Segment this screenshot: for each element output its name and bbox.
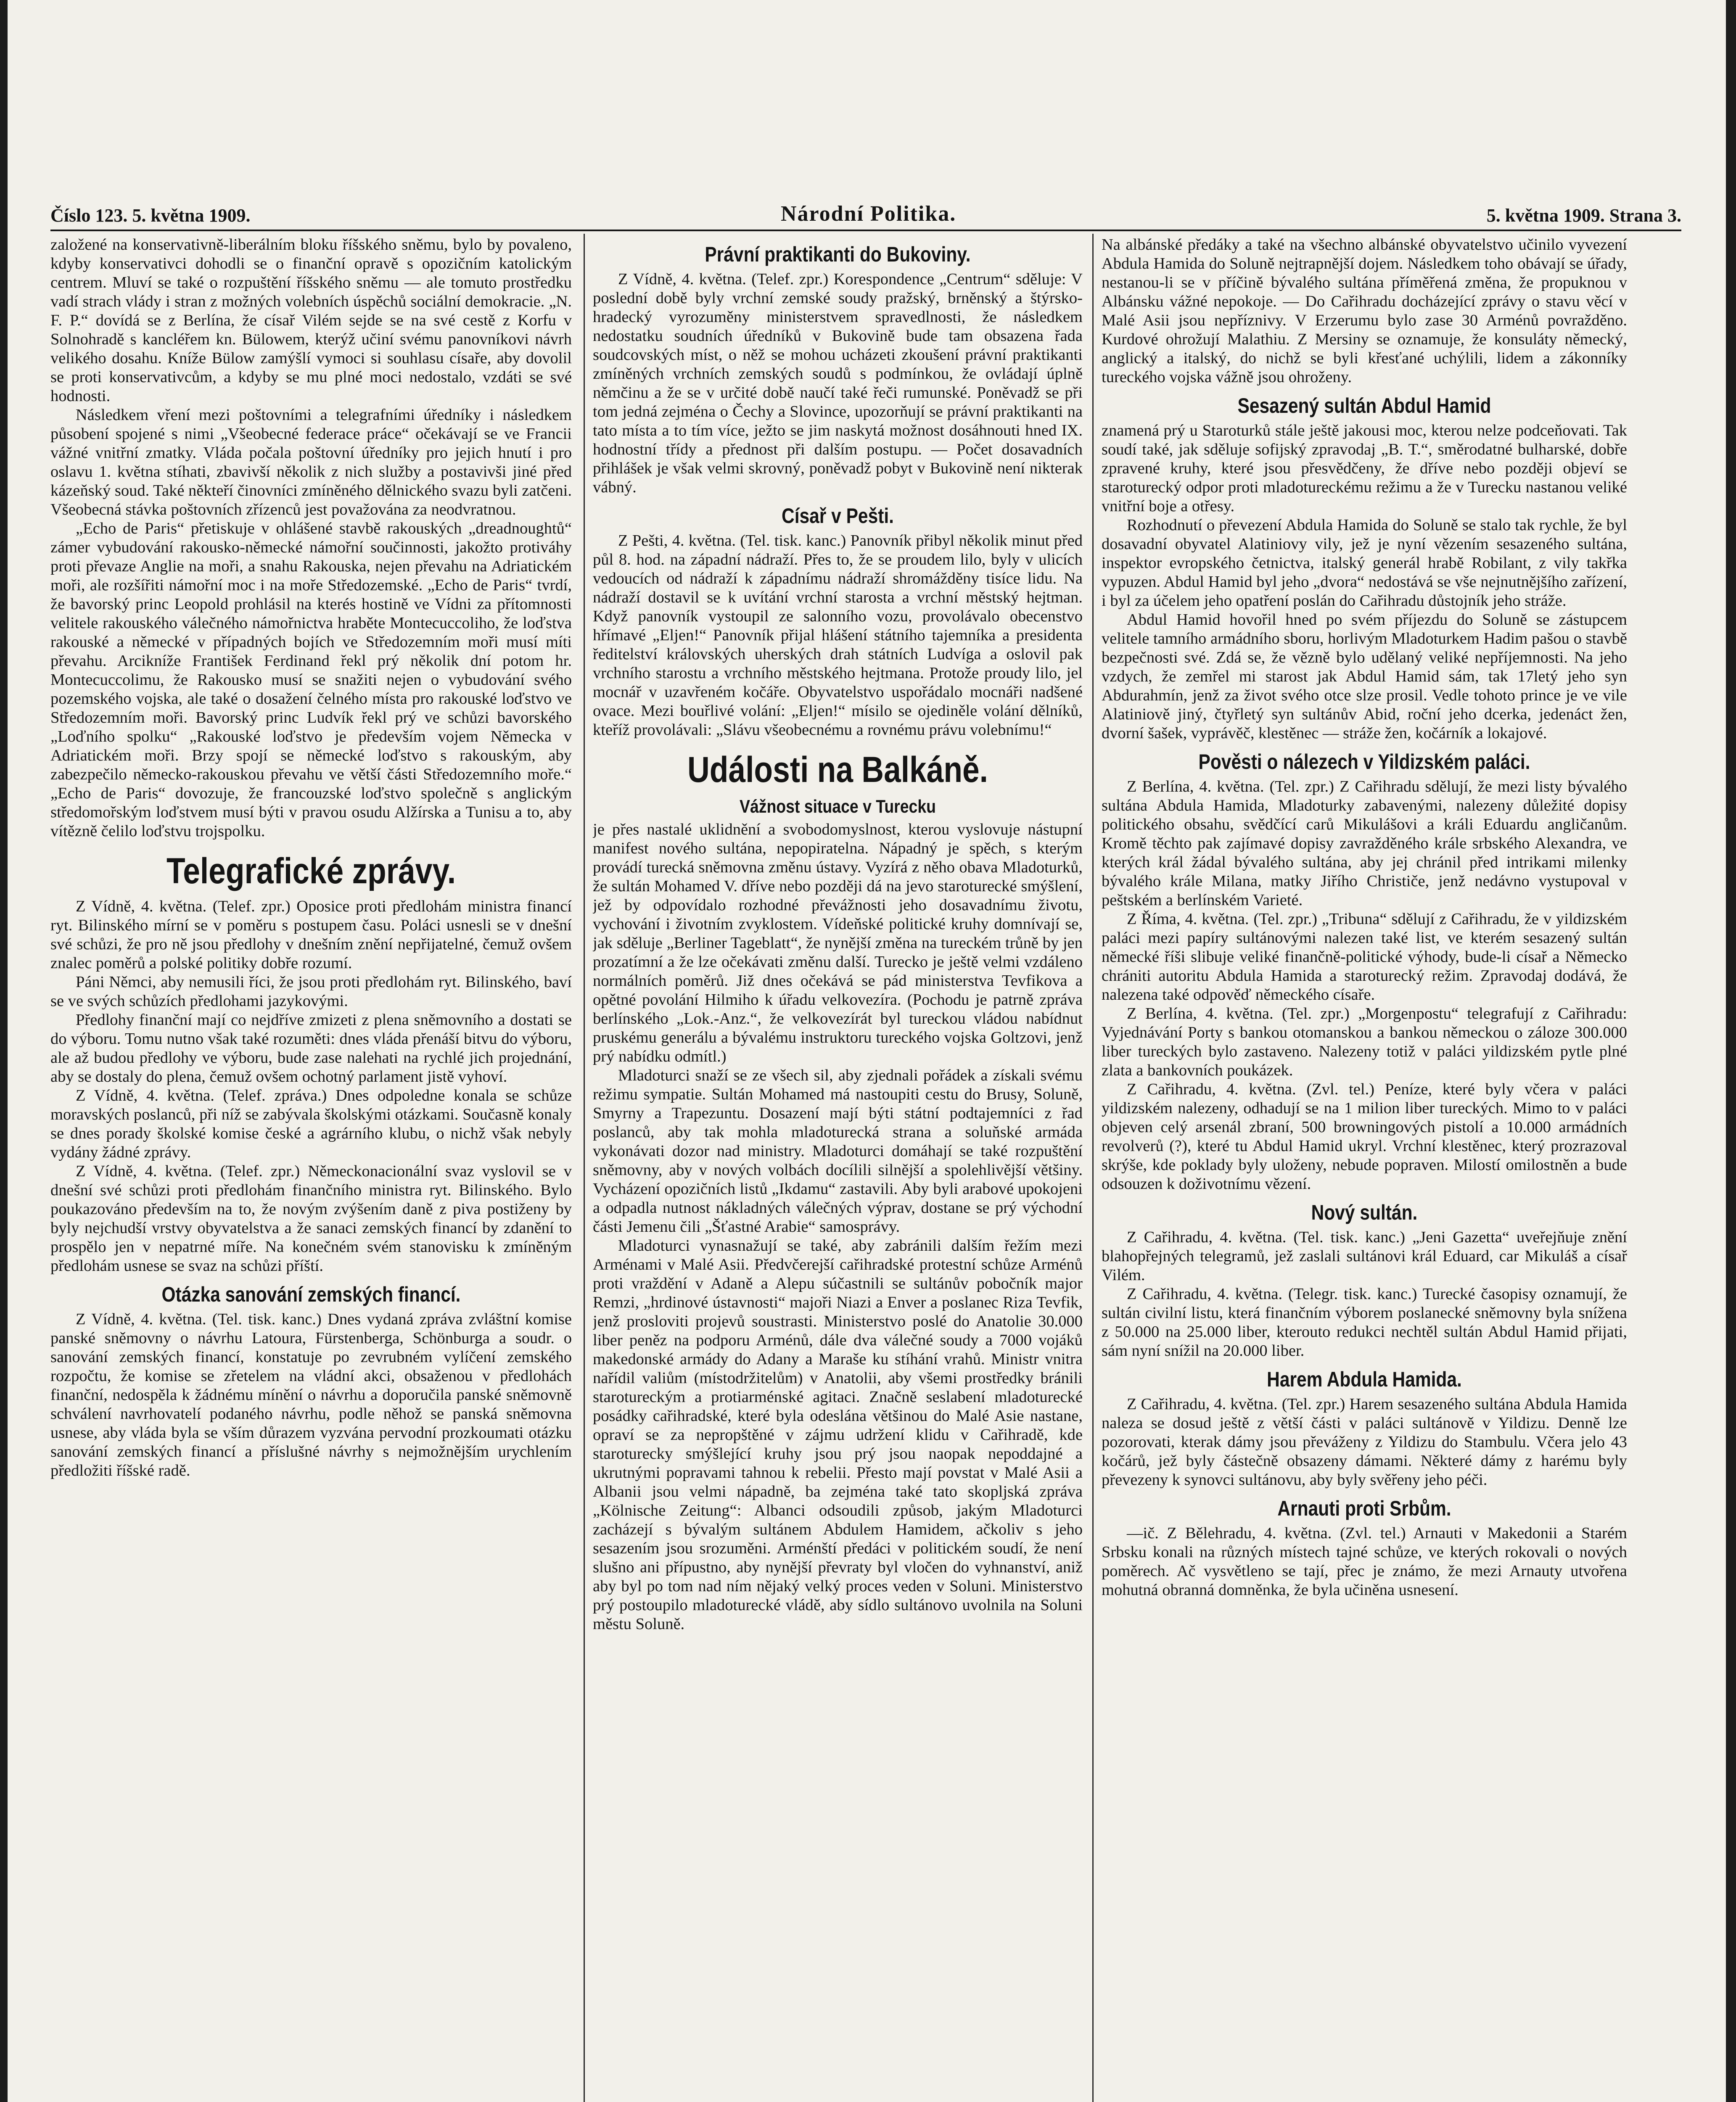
section-headline: Otázka sanování zemských financí.: [161, 1283, 461, 1306]
article-paragraph: Abdul Hamid hovořil hned po svém příjezdu do Soluně se zástupcem velitele tamního armádního sboru, horlivým Mladoturkem Hadim pašou o stavbě bezpečnosti své. Zdá se, že vězně bylo udělaný veliké nepříjemnosti. Na jeho vzdych, že zemřel mi starost jak Abdul Hamid sám, tak 17letý jeho syn Abdurahmín, jenž za život svého otce slze prosil. Vedle tohoto prince je ve vile Alatiniově jiný, čtyřletý syn sultánův Abid, roční jeho dcerka, jedenáct žen, dvorní šašek, vyprávěč, klestěnec — stráže žen, kočárník a lokajové.: [1102, 611, 1627, 742]
article-paragraph: Mladoturci snaží se ze všech sil, aby zjednali pořádek a získali svému režimu sympatie. Sultán Mohamed má nastoupiti cestu do Brusy, Soluně, Smyrny a Trapezuntu. Dosazení mají býti státní podtajemníci z řad poslanců, aby tak mohla mladoturecká strana a soluňské armáda vykonávati dozor nad ministry. Mladoturci domáhají se také rozpuštění sněmovny, aby v nových volbách docílili silnější a spolehlivější většiny. Vycházení opozičních listů „Ikdamu“ zastavili. Aby byli arabové upokojeni a odpadla nutnost nákladných válečných výprav, dostane se prý východní části Jemenu čili „Šťastné Arabie“ samosprávy.: [593, 1067, 1083, 1236]
article-paragraph: Následkem vření mezi poštovními a telegrafními úředníky i následkem působení spojené s nimi „Všeobecné federace práce“ očekávají se ve Francii vážné vnitřní zmatky. Vláda počala poštovní úředníky pro jejich hnutí i pro oslavu 1. května stíhati, zbavivší několik z nich služby a postavivši jiné před kázeňský soud. Také někteří činovníci zmíněného dělnického svazu byli zatčeni. Všeobecná stávka poštovních zřízenců jest považována za neodvratnou.: [50, 406, 572, 518]
article-paragraph: —ič. Z Bělehradu, 4. května. (Zvl. tel.) Arnauti v Makedonii a Starém Srbsku konali na různých místech tajné schůze, ve kterých rokovali o nových poměrech. Ač vysvětleno se tají, přec je známo, že mezi Arnauty utvořena mohutná obranná domněnka, že byla učiněna usnesení.: [1102, 1524, 1627, 1599]
section-headline: Události na Balkáně.: [687, 750, 988, 790]
section-headline: Právní praktikanti do Bukoviny.: [705, 243, 971, 266]
article-paragraph: Mladoturci vynasnažují se také, aby zabránili dalším řežím mezi Arménami v Malé Asii. Předvčerejší cařihradské protestní schůze Arménů proti vraždění v Adaně a Alepu súčastnili se sultánův pobočník major Remzi, „hrdinové ústavnosti“ majoři Niazi a Enver a poslanec Riza Tevfik, jenž prosloviti projevů soustrasti. Ministerstvo poslé do Anatolie 30.000 liber peněz na podporu Arménů, dále dva válečné soudy a 7000 vojáků makedonské armády do Adany a Maraše ku stíhání vrahů. Ministr vnitra nařídil valiům (místodržitelům) v Anatolii, aby všemi prostředky bránili starotureckým a protiarménské agitaci. Značně seslabení mladoturecké posádky cařihradské, které byla odeslána většinou do Malé Asie nastane, opraví se za nepropštěné v zájmu udržení klidu v Cařihradě, kde staroturecky smýšlející kruhy jsou prý jsou naopak nepoddajné a ukrutnými popravami tahnou k rebelii. Přesto mají povstat v Malé Asii a Albanii jsou velmi nápadně, ba zejména také tato skopljská zpráva „Kölnische Zeitung“: Albanci odsoudili způsob, jakým Mladoturci zacházejí s bývalým sultánem Abdulem Hamidem, ačkoliv s jeho sesazením jsou srozuměni. Arménští předáci v politickém soudí, že není slušno ani přípustno, aby nynější převraty byl vločen do vyhnanství, aniž aby byl po tom nad ním nějaký velký proces veden v Soluni. Ministerstvo prý postoupilo mladoturecké vládě, aby sídlo sultánovo uvolnila na Soluni městu Soluně.: [593, 1237, 1083, 1633]
article-paragraph: Z Pešti, 4. května. (Tel. tisk. kanc.) Panovník přibyl několik minut před půl 8. hod. na západní nádraží. Přes to, že se proudem lilo, byly v ulicích vedoucích od nádraží k západnímu nádraží shromážděny tisíce lidu. Na nádraží dostavil se k uvítání vrchní starosta a vrchní městský hejtman. Když panovník vystoupil ze salonního vozu, provolávalo obecenstvo hřímavé „Eljen!“ Panovník přijal hlášení státního tajemníka a presidenta ředitelství královských uherských drah státních Ludvíga a oslovil pak vrchního starostu a vrchního městského hejtmana. Protože proudy lilo, jel mocnář v uzavřeném kočáře. Obyvatelstvo uspořádalo mocnáři nadšené ovace. Mezi bouřlivé volání: „Eljen!“ mísilo se ojediněle volání dělníků, kteříž provolávali: „Slávu všeobecnému a rovnému právu volebnímu!“: [593, 532, 1083, 739]
column-divider: [1092, 234, 1094, 2102]
article-paragraph: Rozhodnutí o převezení Abdula Hamida do Soluně se stalo tak rychle, že byl dosavadní obyvatel Alatiniovy vily, jež je nyní vězením sesazeného sultána, inspektor evropského četnictva, italský generál hrabě Robilant, z vily takřka vypuzen. Abdul Hamid byl jeho „dvora“ nedostává se vše nejnutnějšího zařízení, i byl za účelem jeho opatření poslán do Cařihradu důstojník jeho stráže.: [1102, 516, 1627, 610]
page-info: 5. května 1909. Strana 3.: [1486, 205, 1681, 226]
article-paragraph: Na albánské předáky a také na všechno albánské obyvatelstvo učinilo vyvezení Abdula Hamida do Soluně nejtrapnější dojem. Následkem toho obávají se úřady, nestanou-li se v příčině bývalého sultána příměřená změna, že propuknou v Albánsku vážné nepokoje. — Do Cařihradu docházející zprávy o stavu věcí v Malé Asii jsou nepříznivy. V Erzerumu bylo zase 30 Arménů povražděno. Kurdové ohrožují Malathiu. Z Mersiny se oznamuje, že konsuláty německý, anglický a italský, do nichž se byli křesťané uchýlili, lidem a zákonníky tureckého vojska vážně jsou ohroženy.: [1102, 236, 1627, 386]
column-3: [1102, 235, 1627, 2102]
masthead: Národní Politika.: [780, 202, 957, 226]
article-paragraph: Předlohy finanční mají co nejdříve zmizeti z plena sněmovního a dostati se do výboru. Tomu nutno však také rozuměti: dnes vláda přenáší bitvu do výboru, ale až budou předlohy ve výboru, bude zase nalehati na rychlé jich projednání, aby se dostaly do plena, čemuž ovšem ochotný parlament jistě vyhoví.: [50, 1011, 572, 1085]
column-divider: [584, 234, 585, 2102]
scan-edge-right: [1726, 0, 1736, 2102]
article-paragraph: Z Vídně, 4. května. (Telef. zpr.) Korespondence „Centrum“ sděluje: V poslední době byly vrchní zemské soudy pražský, brněnský a štýrsko-hradecký vyrozuměny ministerstvem spravedlnosti, že následkem nedostatku soudních úředníků v Bukovině bude tam obsazena řada soudcovských míst, o něž se mohou ucházeti zkoušení právní praktikanti zmíněných vrchních zemských soudů s podmínkou, že ovládají úplně němčinu a že se v určité době naučí také řeči rumunské. Poněvadž se při tom jedná zejména o Čechy a Slovince, upozorňují se právní praktikanti na tato místa a to tím více, ježto se jim naskytá možnost dosáhnouti hned IX. hodnostní třídy a přednost při dalším postupu. — Počet dosavadních přihlášek je však velmi skrovný, poněvadž pobyt v Bukovině není nikterak vábný.: [593, 270, 1083, 496]
article-paragraph: Z Cařihradu, 4. května. (Telegr. tisk. kanc.) Turecké časopisy oznamují, že sultán civilní listu, která finančním výborem poslanecké sněmovny byla snížena z 50.000 na 25.000 liber, kterouto redukci nechtěl sultán Abdul Hamid přijati, sám nyní snížil na 20.000 liber.: [1102, 1285, 1627, 1360]
section-headline: Telegrafické zprávy.: [166, 851, 456, 891]
header-rule: [50, 230, 1681, 231]
section-headline: Nový sultán.: [1311, 1201, 1418, 1224]
article-paragraph: Z Cařihradu, 4. května. (Tel. zpr.) Harem sesazeného sultána Abdula Hamida naleza se dosud ještě z větší části v paláci sultánově v Yildizu. Denně lze pozorovati, kterak dámy jsou převáženy z Yildizu do Stambulu. Včera jelo 43 kočárů, jež byly částečně obsazeny dámami. Některé dámy z harému byly převezeny k synovci sultánovu, aby byly svěřeny jeho péči.: [1102, 1395, 1627, 1489]
column-2: [593, 235, 1083, 2102]
article-paragraph: Z Cařihradu, 4. května. (Tel. tisk. kanc.) „Jeni Gazetta“ uveřejňuje znění blahopřejných telegramů, jež zaslali sultánovi král Eduard, car Mikuláš a císař Vilém.: [1102, 1228, 1627, 1284]
issue-info: Číslo 123. 5. května 1909.: [50, 205, 251, 226]
article-paragraph: Z Berlína, 4. května. (Tel. zpr.) „Morgenpostu“ telegrafují z Cařihradu: Vyjednávání Porty s bankou otomanskou a bankou německou o záloze 300.000 liber tureckých bylo zastaveno. Nalezeny totiž v paláci yildizském pytle plné zlata a bankovních poukázek.: [1102, 1005, 1627, 1079]
scan-edge-left: [0, 0, 8, 2102]
section-subheadline: Vážnost situace v Turecku: [740, 796, 936, 817]
article-paragraph: Z Vídně, 4. května. (Telef. zpráva.) Dnes odpoledne konala se schůze moravských poslanců, při níž se zabývala školskými otázkami. Současně konaly se dnes porady školské komise české a agrárního klubu, o nichž však nebyly vydány žádné zprávy.: [50, 1087, 572, 1161]
article-paragraph: je přes nastalé uklidnění a svobodomyslnost, kterou vyslovuje nástupní manifest nového sultána, nepopiratelna. Nápadný je spěch, s kterým provádí turecká sněmovna změnu ústavy. Vyzírá z něho obava Mladoturků, že sultán Mohamed V. dříve nebo později dá na jevo staroturecké smýšlení, jež by odpovídalo rozhodné převážnosti jeho dosavadnímu životu, vychování i životním zvyklostem. Vídeňské politické kruhy domnívají se, jak sděluje „Berliner Tageblatt“, že nynější změna na tureckém trůně by jen prozatímní a že lze očekávati změnu další. Turecko je ještě velmi vzdáleno normálních poměrů. Již dnes očekává se pád ministerstva Tevfikova a opětné povolání Hilmiho k úřadu velkovezíra. (Pochodu je patrně zpráva berlínského „Lok.-Anz.“, že velkovezírát byl tureckou vládou nabídnut pruskému generálu a bývalému instruktoru tureckého vojska Goltzovi, jenž prý nabídku odmítl.): [593, 821, 1083, 1065]
article-paragraph: Z Cařihradu, 4. května. (Zvl. tel.) Peníze, které byly včera v paláci yildizském nalezeny, odhadují se na 1 milion liber tureckých. Mimo to v paláci objeven celý arsenál zbraní, 500 browningových pistolí a 10.000 armádních revolverů (?), které tu Abdul Hamid ukryl. Vrchní klestěnec, který prozrazoval skrýše, kde poklady byly uloženy, nebude popraven. Milostí omilostněn a bude odsouzen k doživotnímu vězení.: [1102, 1080, 1627, 1193]
section-headline: Císař v Pešti.: [782, 504, 894, 528]
column-1: [50, 235, 572, 2102]
article-paragraph: Z Vídně, 4. května. (Telef. zpr.) Německonacionální svaz vyslovil se v dnešní své schůzi proti předlohám finančního ministra ryt. Bilinského. Bylo poukazováno především na to, že novým zvýšením daně z piva postiženy by byly nejchudší vrstvy obyvatelstva a že sanaci zemských financí by zdanění to prospělo jen v nepatrné míře. Na konečném svém stanovisku k zmíněným předlohám usnese se svaz na schůzi příští.: [50, 1162, 572, 1275]
section-headline: Sesazený sultán Abdul Hamid: [1237, 394, 1491, 417]
article-paragraph: znamená prý u Staroturků stále ještě jakousi moc, kterou nelze podceňovati. Tak soudí také, jak sděluje sofijský zpravodaj „B. T.“, směrodatné bulharské, dobře zpravené kruhy, které jsou přesvědčeny, že dříve nebo později objeví se staroturecký odpor proti mladotureckému režimu a že v Turecku nastanou veliké vnitřní boje a otřesy.: [1102, 422, 1627, 515]
page-header: [50, 197, 1681, 226]
section-headline: Arnauti proti Srbům.: [1277, 1497, 1451, 1520]
section-headline: Harem Abdula Hamida.: [1267, 1368, 1462, 1391]
article-paragraph: Z Vídně, 4. května. (Telef. zpr.) Oposice proti předlohám ministra financí ryt. Bilinského mírní se v poměru s postupem času. Poláci usnesli se v dnešní své schůzi, že pro ně jsou předlohy v dnešním znění nepřijatelné, čemuž ovšem znalec poměrů a polské politiky dobře rozumí.: [50, 898, 572, 972]
article-paragraph: Z Berlína, 4. května. (Tel. zpr.) Z Cařihradu sdělují, že mezi listy bývalého sultána Abdula Hamida, Mladoturky zabavenými, nalezeny důležité dopisy politického obsahu, svědčící carů Mikulášovi a králi Eduardu angličanům. Kromě těchto pak zajímavé dopisy zavražděného krále srbského Alexandra, ve kterých král žádal bývalého sultána, aby jej chránil před intrikami milenky bývalého krále Milana, matky Jiřího Christiče, jenž nedávno vystupoval v peštském a berlínském Varieté.: [1102, 778, 1627, 909]
article-paragraph: založené na konservativně-liberálním bloku říšského sněmu, bylo by povaleno, kdyby konservativci dohodli se o finanční opravě s opozičním katolickým centrem. Mluví se také o rozpuštění říšského sněmu — ale tomuto prostředku vadí strach vlády i stran z možných volebních úspěchů sociální demokracie. „N. F. P.“ dovídá se z Berlína, že císař Vilém sejde se na své cestě z Korfu v Solnohradě s kancléřem kn. Bülowem, kterýž učiní svému panovníkovi návrh velikého dosahu. Kníže Bülow zamýšlí vymoci si souhlasu císaře, aby dovolil se proti konservativcům, a kdyby se mu plné moci nedostalo, vzdáti se své hodnosti.: [50, 236, 572, 405]
article-paragraph: Páni Němci, aby nemusili říci, že jsou proti předlohám ryt. Bilinského, baví se ve svých schůzích předlohami jazykovými.: [50, 973, 572, 1010]
section-headline: Pověsti o nálezech v Yildizském paláci.: [1198, 750, 1530, 774]
article-paragraph: Z Vídně, 4. května. (Tel. tisk. kanc.) Dnes vydaná zpráva zvláštní komise panské sněmovny o návrhu Latoura, Fürstenberga, Schönburga a soudr. o sanování zemských financí, konstatuje po zevrubném vylíčení zemského rozpočtu, že komise se zřetelem na vládní akci, obsaženou v předlohách finanční, nedospěla k žádnému mínění o návrhu a doporučila panské sněmovně schválení navrhovatelí podaného návrhu, podle něhož se panská sněmovna usnese, aby vláda byla se vším důrazem vyzvána pervodní prozkoumati otázku sanování zemských financí a příslušné návrhy s nejmožnějším urychlením předložiti říšské radě.: [50, 1310, 572, 1479]
article-paragraph: „Echo de Paris“ přetiskuje v ohlášené stavbě rakouských „dreadnoughtů“ zámer vybudování rakousko-německé námořní součinnosti, jakožto protiváhy proti převaze Anglie na moři, a snahu Rakouska, nejen převahu na Adriatickém moři, ale rozšířiti námořní moc i na moře Středozemské. „Echo de Paris“ tvrdí, že bavorský princ Leopold prohlásil na kterés hostině ve Vídni za přítomnosti velitele rakouského válečného námořnictva hraběte Montecuccoliho, že loďstva rakouské a německé v případných bojích ve Středozemním moři musí míti převahu. Arcikníže František Ferdinand řekl prý několik dní potom hr. Montecuccolimu, že Rakousko musí se snažiti nejen o vybudování svého pozemského vojska, ale také o dosažení čelného místa pro rakouské loďstvo ve Středozemním moři. Bavorský princ Ludvík řekl prý ve schůzi bavorského „Loďního spolku“ „Rakouské loďstvo je především vojem Německa v Adriatickém moři. Brzy spojí se německé loďstvo s rakouským, aby zabezpečilo německo-rakouskou převahu ve větší části Středozemního moře.“ „Echo de Paris“ dovozuje, že francouzské loďstvo společně s anglickým středomořským loďstvem musí býti v pravou osudu Alžírska a Tunisu a to, aby vítězně čelilo loďstvu trojspolku.: [50, 520, 572, 840]
article-paragraph: Z Říma, 4. května. (Tel. zpr.) „Tribuna“ sdělují z Cařihradu, že v yildizském paláci mezi papíry sultánovými nalezen také list, ve kterém sesazený sultán německé říši slibuje veliké finančně-politické výhody, bude-li císař a Německo chrániti autoritu Abdula Hamida a staroturecký režim. Zpravodaj dodává, že nalezena také odpověď německého císaře.: [1102, 910, 1627, 1003]
